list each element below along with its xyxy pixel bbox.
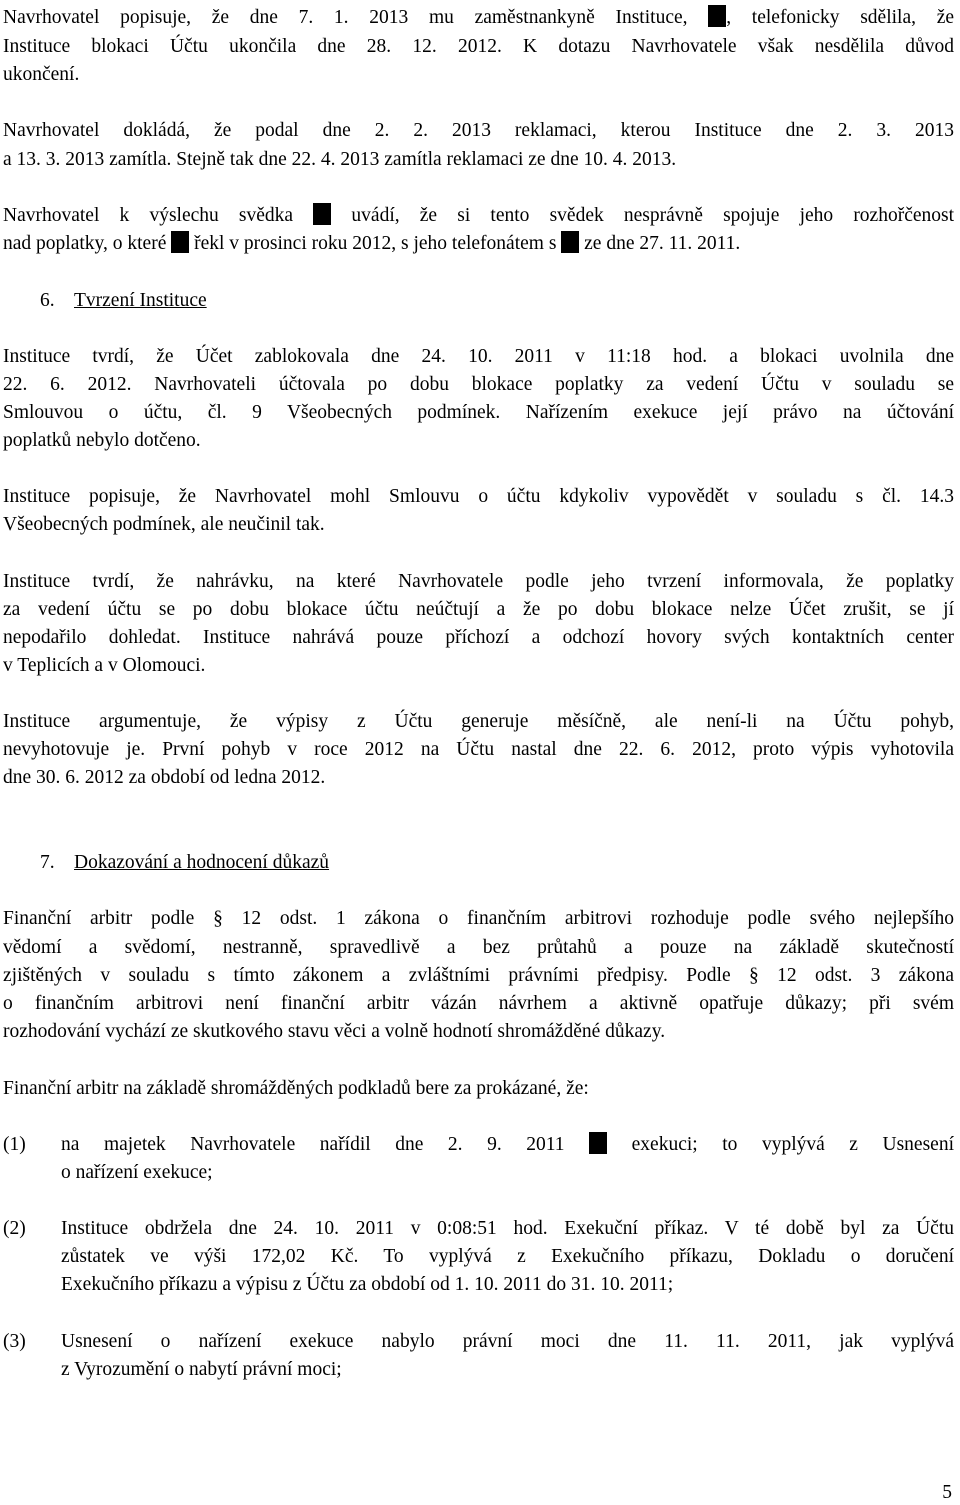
redaction-block [313,203,331,225]
text-line: Exekučního příkazu a výpisu z Účtu za období od 1. 10. 2011 do 31. 10. 2011; [61,1274,674,1295]
redaction-block [708,5,726,27]
text-line: Instituce argumentuje, že výpisy z Účtu generuje měsíčně, ale není-li na Účtu pohyb, [3,711,954,732]
text-line: nad poplatky, o které řekl v prosinci roku 2012, s jeho telefonátem s ze dne 27. 11. 2011. [3,233,741,254]
text-line: Instituce obdržela dne 24. 10. 2011 v 0:08:51 hod. Exekuční příkaz. V té době byl za Účtu [61,1218,954,1239]
text-line: Instituce tvrdí, že Účet zablokovala dne 24. 10. 2011 v 11:18 hod. a blokaci uvolnila dne [3,346,954,367]
text-line: Instituce blokaci Účtu ukončila dne 28. 12. 2012. K dotazu Navrhovatele však nesdělila důvod [3,36,954,57]
text-line: poplatků nebylo dotčeno. [3,430,201,451]
redaction-block [561,231,579,253]
text-line: v Teplicích a v Olomouci. [3,655,206,676]
section-6-heading [40,287,207,314]
text-line: nepodařilo dohledat. Instituce nahrává pouze příchozí a odchozí hovory svých kontaktních center [3,627,954,648]
text-line: na majetek Navrhovatele nařídil dne 2. 9. 2011 exekuci; to vyplývá z Usnesení [61,1134,954,1155]
text-line: zjištěných v souladu s tímto zákonem a zvláštními právními předpisy. Podle § 12 odst. 3 zákona [3,965,954,986]
section-title: Tvrzení Instituce [74,290,207,311]
text-line: Smlouvou o účtu, čl. 9 Všeobecných podmínek. Nařízením exekuce její právo na účtování [3,402,954,423]
page-number: 5 [942,1482,952,1503]
text-line: a 13. 3. 2013 zamítla. Stejně tak dne 22. 4. 2013 zamítla reklamaci ze dne 10. 4. 2013. [3,149,677,170]
redaction-block [589,1132,607,1154]
text-line: zůstatek ve výši 172,02 Kč. To vyplývá z Exekučního příkazu, Dokladu o doručení [61,1246,954,1267]
text-line: Navrhovatel dokládá, že podal dne 2. 2. 2013 reklamaci, kterou Instituce dne 2. 3. 2013 [3,120,954,141]
text-line: dne 30. 6. 2012 za období od ledna 2012. [3,767,326,788]
text-line: nevyhotovuje je. První pohyb v roce 2012 na Účtu nastal dne 22. 6. 2012, proto výpis vyhotovila [3,739,954,760]
text-line: Finanční arbitr na základě shromážděných podkladů bere za prokázané, že: [3,1078,589,1099]
text-line: Instituce popisuje, že Navrhovatel mohl Smlouvu o účtu kdykoliv vypovědět v souladu s čl. 14.3 [3,486,954,507]
text-line: Usnesení o nařízení exekuce nabylo právní moci dne 11. 11. 2011, jak vyplývá [61,1331,954,1352]
text-line: Všeobecných podmínek, ale neučinil tak. [3,514,325,535]
section-7-heading [40,849,329,876]
text-line: 22. 6. 2012. Navrhovateli účtovala po dobu blokace poplatky za vedení Účtu v souladu se [3,374,954,395]
text-line: o finančním arbitrovi není finanční arbitr vázán návrhem a aktivně opatřuje důkazy; při svém [3,993,954,1014]
text-line: Navrhovatel k výslechu svědka uvádí, že si tento svědek nesprávně spojuje jeho rozhořčenost [3,205,954,226]
text-line: Finanční arbitr podle § 12 odst. 1 zákona o finančním arbitrovi rozhoduje podle svého nejlepšího [3,908,954,929]
text-line: Navrhovatel popisuje, že dne 7. 1. 2013 mu zaměstnankyně Instituce, , telefonicky sdělila, že [3,7,954,28]
text-line: o nařízení exekuce; [61,1162,213,1183]
text-line: z Vyrozumění o nabytí právní moci; [61,1359,342,1380]
item-number: (2) [3,1218,26,1239]
text-line: za vedení účtu se po dobu blokace účtu neúčtují a že po dobu blokace nelze Účet zrušit, se jí [3,599,954,620]
redaction-block [171,231,189,253]
text-line: Instituce tvrdí, že nahrávku, na které Navrhovatele podle jeho tvrzení informovala, že poplatky [3,571,954,592]
section-title: Dokazování a hodnocení důkazů [74,852,330,873]
section-number: 6. [40,290,55,311]
section-number: 7. [40,852,55,873]
text-line: vědomí a svědomí, nestranně, spravedlivě a bez průtahů a pouze na základě skutečností [3,937,954,958]
item-number: (3) [3,1331,26,1352]
text-line: ukončení. [3,64,80,85]
item-number: (1) [3,1134,26,1155]
text-line: rozhodování vychází ze skutkového stavu věci a volně hodnotí shromážděné důkazy. [3,1021,666,1042]
